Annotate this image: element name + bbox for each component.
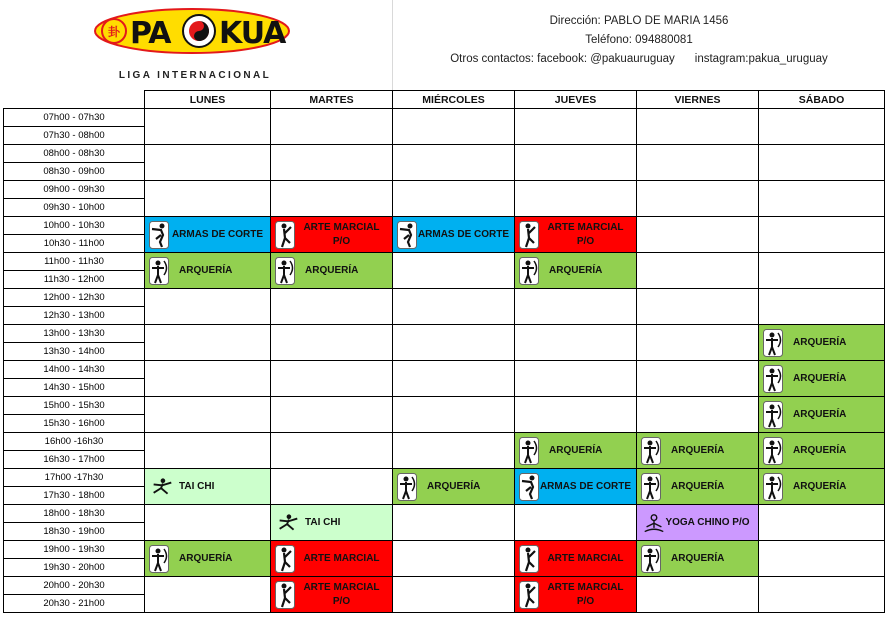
class-arqueria-sabado: [759, 433, 885, 469]
empty-slot-jueves: [515, 397, 637, 433]
empty-slot-viernes: [637, 145, 759, 181]
class-label: ARQUERÍA: [549, 444, 603, 456]
empty-slot-miercoles: [393, 433, 515, 469]
empty-slot-sabado: [759, 253, 885, 289]
tai-chi-icon: [149, 477, 175, 497]
time-slot-label: 20h00 - 20h30: [4, 577, 145, 595]
empty-slot-lunes: [145, 289, 271, 325]
time-slot-label: 15h00 - 15h30: [4, 397, 145, 415]
class-label: ARQUERÍA: [793, 444, 847, 456]
time-slot-label: 12h00 - 12h30: [4, 289, 145, 307]
class-arte-marcial-po-jueves: [515, 217, 637, 253]
class-label: ARTE MARCIAL P/O: [547, 221, 624, 247]
empty-slot-martes: [271, 361, 393, 397]
time-slot-label: 13h00 - 13h30: [4, 325, 145, 343]
armas-figure-icon: [519, 473, 539, 501]
empty-slot-viernes: [637, 325, 759, 361]
class-label: ARQUERÍA: [305, 264, 359, 276]
empty-slot-martes: [271, 109, 393, 145]
empty-slot-miercoles: [393, 577, 515, 613]
time-row: [4, 253, 885, 271]
time-row: [4, 469, 885, 487]
class-label: ARQUERÍA: [793, 408, 847, 420]
day-header-row: [4, 91, 885, 109]
time-row: [4, 289, 885, 307]
empty-slot-jueves: [515, 505, 637, 541]
empty-slot-lunes: [145, 109, 271, 145]
empty-slot-sabado: [759, 181, 885, 217]
arqueria-figure-icon: [763, 365, 783, 393]
class-label: YOGA CHINO P/O: [665, 516, 750, 528]
empty-slot-sabado: [759, 109, 885, 145]
class-label: ARQUERÍA: [549, 264, 603, 276]
arqueria-figure-icon: [763, 401, 783, 429]
time-row: [4, 577, 885, 595]
class-arqueria-martes: [271, 253, 393, 289]
arte-figure-icon: [275, 545, 295, 573]
class-label: ARMAS DE CORTE: [539, 480, 632, 492]
class-label: ARTE MARCIAL: [303, 552, 380, 564]
contact-info: [392, 0, 886, 90]
class-arqueria-jueves: [515, 433, 637, 469]
time-row: [4, 361, 885, 379]
class-label: TAI CHI: [305, 516, 341, 528]
empty-slot-lunes: [145, 505, 271, 541]
time-row: [4, 217, 885, 235]
empty-slot-viernes: [637, 289, 759, 325]
class-label: ARQUERÍA: [671, 444, 725, 456]
time-slot-label: 12h30 - 13h00: [4, 307, 145, 325]
empty-slot-sabado: [759, 505, 885, 541]
class-label: ARQUERÍA: [427, 480, 481, 492]
time-slot-label: 16h00 -16h30: [4, 433, 145, 451]
pakua-logo: [94, 8, 290, 54]
class-label: ARMAS DE CORTE: [417, 228, 510, 240]
class-arqueria-sabado: [759, 397, 885, 433]
arqueria-figure-icon: [641, 473, 661, 501]
empty-slot-viernes: [637, 397, 759, 433]
class-arte-marcial-martes: [271, 541, 393, 577]
empty-slot-miercoles: [393, 541, 515, 577]
arqueria-figure-icon: [397, 473, 417, 501]
empty-slot-miercoles: [393, 253, 515, 289]
time-row: [4, 433, 885, 451]
time-row: [4, 145, 885, 163]
arqueria-figure-icon: [763, 473, 783, 501]
class-yoga-chino-po-viernes: [637, 505, 759, 541]
class-arqueria-sabado: [759, 361, 885, 397]
empty-slot-lunes: [145, 181, 271, 217]
arte-figure-icon: [519, 545, 539, 573]
arqueria-figure-icon: [641, 545, 661, 573]
class-tai-chi-lunes: [145, 469, 271, 505]
time-row: [4, 541, 885, 559]
address-text: Dirección: PABLO DE MARIA 1456: [549, 15, 729, 27]
liga-internacional-label: LIGA INTERNACIONAL: [118, 70, 272, 81]
time-slot-label: 17h00 -17h30: [4, 469, 145, 487]
empty-slot-sabado: [759, 145, 885, 181]
arte-figure-icon: [519, 581, 539, 609]
time-slot-label: 19h30 - 20h00: [4, 559, 145, 577]
empty-slot-viernes: [637, 361, 759, 397]
facebook-text: Otros contactos: facebook: @pakuauruguay: [450, 53, 675, 65]
arqueria-figure-icon: [763, 437, 783, 465]
tai-chi-icon: [275, 513, 301, 533]
corner-cell: [4, 91, 145, 109]
class-armas-de-corte-jueves: [515, 469, 637, 505]
day-header-lunes: LUNES: [145, 91, 271, 109]
time-row: [4, 325, 885, 343]
empty-slot-jueves: [515, 289, 637, 325]
class-label: ARQUERÍA: [671, 480, 725, 492]
day-header-jueves: JUEVES: [515, 91, 637, 109]
class-label: ARTE MARCIAL: [547, 552, 624, 564]
class-armas-de-corte-lunes: [145, 217, 271, 253]
empty-slot-jueves: [515, 109, 637, 145]
time-slot-label: 10h00 - 10h30: [4, 217, 145, 235]
arqueria-figure-icon: [149, 545, 169, 573]
empty-slot-martes: [271, 145, 393, 181]
class-label: TAI CHI: [179, 480, 215, 492]
class-label: ARTE MARCIAL P/O: [303, 221, 380, 247]
svg-text:KUA: KUA: [219, 16, 286, 51]
empty-slot-lunes: [145, 577, 271, 613]
arte-figure-icon: [519, 221, 539, 249]
empty-slot-miercoles: [393, 109, 515, 145]
armas-figure-icon: [397, 221, 417, 249]
empty-slot-lunes: [145, 433, 271, 469]
empty-slot-miercoles: [393, 505, 515, 541]
empty-slot-sabado: [759, 289, 885, 325]
time-slot-label: 11h30 - 12h00: [4, 271, 145, 289]
empty-slot-miercoles: [393, 361, 515, 397]
empty-slot-lunes: [145, 145, 271, 181]
time-slot-label: 07h00 - 07h30: [4, 109, 145, 127]
class-arqueria-sabado: [759, 469, 885, 505]
day-header-miercoles: MIÉRCOLES: [393, 91, 515, 109]
empty-slot-lunes: [145, 325, 271, 361]
armas-figure-icon: [149, 221, 169, 249]
time-slot-label: 07h30 - 08h00: [4, 127, 145, 145]
empty-slot-jueves: [515, 181, 637, 217]
empty-slot-viernes: [637, 577, 759, 613]
empty-slot-miercoles: [393, 325, 515, 361]
phone-text: Teléfono: 094880081: [585, 34, 693, 46]
empty-slot-martes: [271, 289, 393, 325]
time-row: [4, 505, 885, 523]
time-slot-label: 08h30 - 09h00: [4, 163, 145, 181]
time-slot-label: 16h30 - 17h00: [4, 451, 145, 469]
empty-slot-jueves: [515, 145, 637, 181]
empty-slot-viernes: [637, 217, 759, 253]
arqueria-figure-icon: [519, 257, 539, 285]
time-slot-label: 09h00 - 09h30: [4, 181, 145, 199]
class-arqueria-viernes: [637, 541, 759, 577]
empty-slot-sabado: [759, 577, 885, 613]
class-label: ARQUERÍA: [793, 372, 847, 384]
header: [0, 0, 886, 90]
svg-text:卦: 卦: [107, 25, 121, 39]
day-header-sabado: SÁBADO: [759, 91, 885, 109]
class-label: ARTE MARCIAL P/O: [547, 581, 624, 607]
class-arte-marcial-jueves: [515, 541, 637, 577]
class-arqueria-viernes: [637, 469, 759, 505]
class-label: ARQUERÍA: [179, 264, 233, 276]
class-arte-marcial-po-martes: [271, 577, 393, 613]
empty-slot-jueves: [515, 361, 637, 397]
arte-figure-icon: [275, 581, 295, 609]
empty-slot-miercoles: [393, 289, 515, 325]
arqueria-figure-icon: [763, 329, 783, 357]
class-arqueria-sabado: [759, 325, 885, 361]
time-row: [4, 109, 885, 127]
time-slot-label: 15h30 - 16h00: [4, 415, 145, 433]
empty-slot-sabado: [759, 541, 885, 577]
time-slot-label: 14h30 - 15h00: [4, 379, 145, 397]
class-arte-marcial-po-jueves: [515, 577, 637, 613]
schedule-table: [3, 90, 885, 613]
yoga-figure-icon: [641, 513, 667, 533]
class-label: ARMAS DE CORTE: [171, 228, 264, 240]
empty-slot-sabado: [759, 217, 885, 253]
time-slot-label: 19h00 - 19h30: [4, 541, 145, 559]
empty-slot-martes: [271, 325, 393, 361]
day-header-viernes: VIERNES: [637, 91, 759, 109]
class-label: ARQUERÍA: [179, 552, 233, 564]
empty-slot-miercoles: [393, 181, 515, 217]
empty-slot-martes: [271, 397, 393, 433]
time-row: [4, 397, 885, 415]
instagram-text: instagram:pakua_uruguay: [694, 53, 828, 65]
day-header-martes: MARTES: [271, 91, 393, 109]
class-arqueria-viernes: [637, 433, 759, 469]
class-arqueria-miercoles: [393, 469, 515, 505]
logo-area: [0, 0, 393, 90]
time-slot-label: 17h30 - 18h00: [4, 487, 145, 505]
time-slot-label: 14h00 - 14h30: [4, 361, 145, 379]
empty-slot-miercoles: [393, 145, 515, 181]
time-slot-label: 18h00 - 18h30: [4, 505, 145, 523]
class-arte-marcial-po-martes: [271, 217, 393, 253]
empty-slot-viernes: [637, 109, 759, 145]
time-slot-label: 18h30 - 19h00: [4, 523, 145, 541]
svg-text:PA: PA: [130, 16, 171, 51]
class-label: ARQUERÍA: [671, 552, 725, 564]
empty-slot-martes: [271, 433, 393, 469]
arqueria-figure-icon: [519, 437, 539, 465]
arqueria-figure-icon: [641, 437, 661, 465]
arqueria-figure-icon: [275, 257, 295, 285]
arqueria-figure-icon: [149, 257, 169, 285]
class-tai-chi-martes: [271, 505, 393, 541]
empty-slot-martes: [271, 469, 393, 505]
time-slot-label: 13h30 - 14h00: [4, 343, 145, 361]
class-armas-de-corte-miercoles: [393, 217, 515, 253]
empty-slot-viernes: [637, 253, 759, 289]
class-label: ARTE MARCIAL P/O: [303, 581, 380, 607]
empty-slot-lunes: [145, 397, 271, 433]
empty-slot-lunes: [145, 361, 271, 397]
arte-figure-icon: [275, 221, 295, 249]
class-label: ARQUERÍA: [793, 336, 847, 348]
time-slot-label: 10h30 - 11h00: [4, 235, 145, 253]
empty-slot-jueves: [515, 325, 637, 361]
time-row: [4, 181, 885, 199]
time-slot-label: 20h30 - 21h00: [4, 595, 145, 613]
class-label: ARQUERÍA: [793, 480, 847, 492]
empty-slot-miercoles: [393, 397, 515, 433]
empty-slot-viernes: [637, 181, 759, 217]
empty-slot-martes: [271, 181, 393, 217]
class-arqueria-jueves: [515, 253, 637, 289]
time-slot-label: 09h30 - 10h00: [4, 199, 145, 217]
class-arqueria-lunes: [145, 253, 271, 289]
time-slot-label: 11h00 - 11h30: [4, 253, 145, 271]
time-slot-label: 08h00 - 08h30: [4, 145, 145, 163]
class-arqueria-lunes: [145, 541, 271, 577]
other-contacts: [392, 50, 886, 69]
